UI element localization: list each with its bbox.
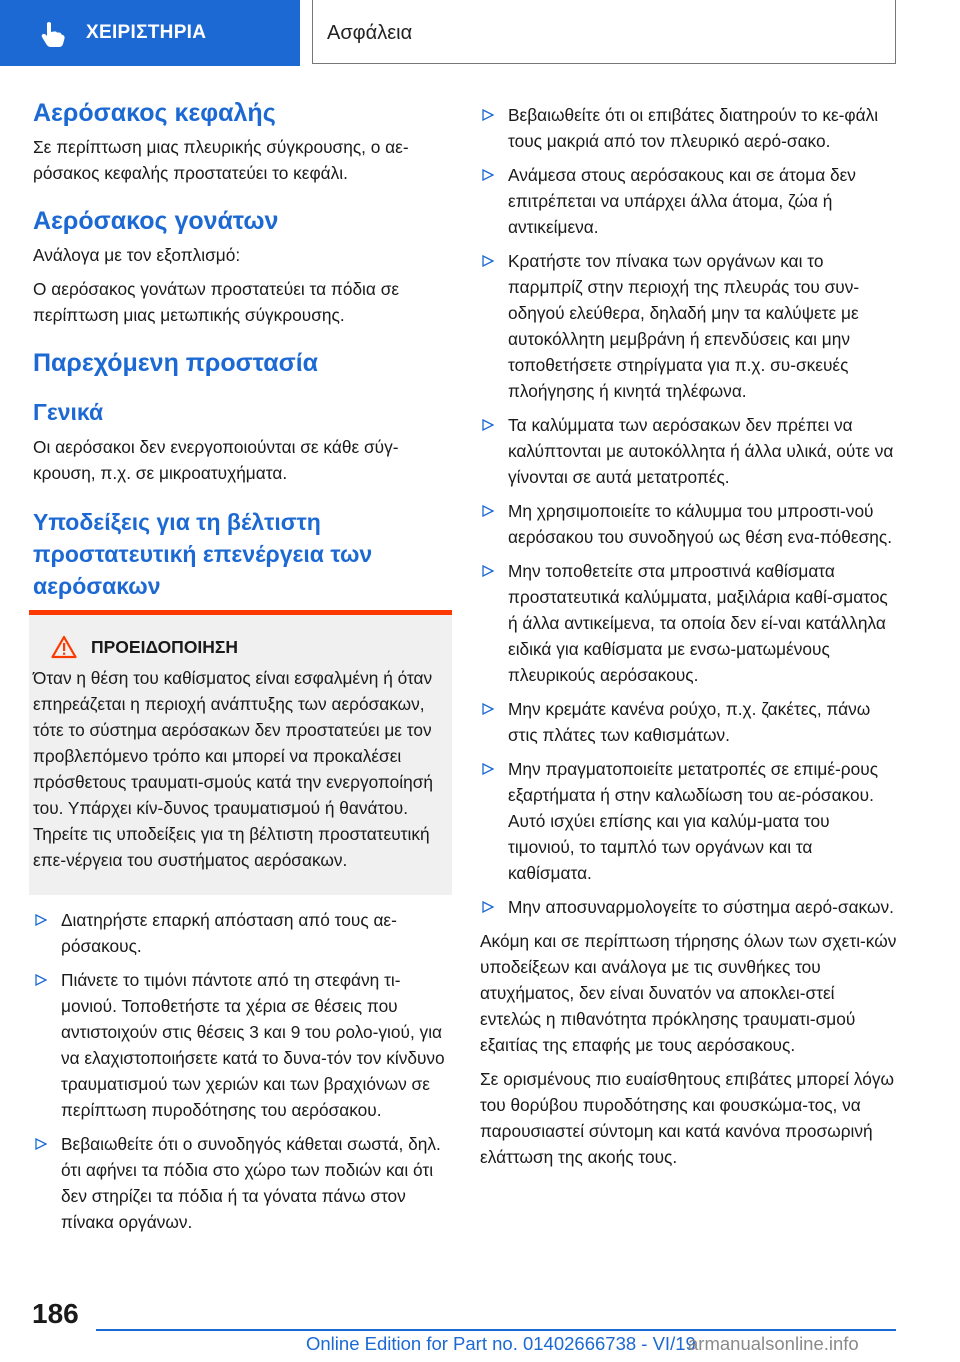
heading-tips: Υποδείξεις για τη βέλτιστη προστατευτική επενέργεια των αερόσακων (33, 509, 373, 599)
triangle-bullet-icon (482, 109, 494, 121)
triangle-bullet-icon (35, 974, 47, 986)
heading-general: Γενικά (33, 399, 104, 425)
list-item: Διατηρήστε επαρκή απόσταση από τους αε-ρόσακους. (33, 907, 448, 959)
paragraph-knee-1: Ανάλογα με τον εξοπλισμό: (33, 245, 241, 265)
triangle-bullet-icon (482, 419, 494, 431)
warning-header (29, 635, 452, 659)
section-header (0, 0, 300, 66)
triangle-bullet-icon (482, 169, 494, 181)
left-column (33, 98, 448, 1243)
footer-divider (96, 1329, 896, 1331)
list-item: Μην κρεμάτε κανένα ρούχο, π.χ. ζακέτες, πάνω στις πλάτες των καθισμάτων. (480, 696, 900, 748)
footer-edition: Online Edition for Part no. 01402666738 - VI/19 (306, 1333, 696, 1354)
triangle-bullet-icon (35, 914, 47, 926)
list-item: Μην πραγματοποιείτε μετατροπές σε επιμέ-ρους εξαρτήματα ή στην καλωδίωση του αε-ρόσακου. Αυτό ισχύει επίσης και για καλύμ-ματα του τιμονιού, το ταμπλό των οργάνων και τα καθίσματα. (480, 756, 900, 886)
paragraph-hearing: Σε ορισμένους πιο ευαίσθητους επιβάτες μπορεί λόγω του θορύβου πυροδότησης και φουσκώμα-τος, να παρουσιαστεί σύντομη και κατά κανόνα προσωρινή ελάττωση της ακοής τους. (480, 1069, 895, 1167)
triangle-bullet-icon (482, 763, 494, 775)
page-number: 186 (32, 1298, 79, 1329)
triangle-bullet-icon (35, 1138, 47, 1150)
right-bullet-list (480, 102, 900, 920)
list-item: Τα καλύμματα των αερόσακων δεν πρέπει να καλύπτονται με αυτοκόλλητα ή άλλα υλικά, ούτε να γίνονται σε αυτά μετατροπές. (480, 412, 900, 490)
paragraph-head-airbag: Σε περίπτωση μιας πλευρικής σύγκρουσης, ο αε-ρόσακος κεφαλής προστατεύει το κεφάλι. (33, 137, 409, 183)
footer-watermark: armanualsonline.info (688, 1333, 859, 1354)
triangle-bullet-icon (482, 703, 494, 715)
heading-knee-airbag: Αερόσακος γονάτων (33, 207, 279, 235)
list-item: Βεβαιωθείτε ότι οι επιβάτες διατηρούν το κε-φάλι τους μακριά από τον πλευρικό αερό-σακο. (480, 102, 900, 154)
list-item: Μην τοποθετείτε στα μπροστινά καθίσματα προστατευτικά καλύμματα, μαξιλάρια καθί-σματος ή άλλα αντικείμενα, τα οποία δεν εί-ναι κατάλληλα ειδικά για καθίσματα με ενσω-ματωμένους πλευρικούς αερόσακους. (480, 558, 900, 688)
paragraph-knee-2: Ο αερόσακος γονάτων προστατεύει τα πόδια σε περίπτωση μιας μετωπικής σύγκρουσης. (33, 279, 400, 325)
section-title: ΧΕΙΡΙΣΤΗΡΙΑ (86, 22, 207, 43)
list-item: Μη χρησιμοποιείτε το κάλυμμα του μπροστι-νού αερόσακου του συνοδηγού ως θέση ενα-πόθεσης. (480, 498, 900, 550)
list-item: Μην αποσυναρμολογείτε το σύστημα αερό-σακων. (480, 894, 900, 920)
triangle-bullet-icon (482, 255, 494, 267)
warning-text: Όταν η θέση του καθίσματος είναι εσφαλμένη ή όταν επηρεάζεται η περιοχή ανάπτυξης των αερόσακων, τότε το σύστημα αερόσακων δεν προστατεύει με τον προβλεπόμενο τρόπο και μπορεί να προκαλέσει πρόσθετους τραυματι-σμούς κατά την ενεργοποίησή του. Υπάρχει κίν-δυνος τραυματισμού ή θανάτου. Τηρείτε τις υποδείξεις για τη βέλτιστη προστατευτική επε-νέργεια του συστήματος αερόσακων. (33, 668, 433, 870)
triangle-bullet-icon (482, 901, 494, 913)
list-item: Πιάνετε το τιμόνι πάντοτε από τη στεφάνη τι-μονιού. Τοποθετήστε τα χέρια σε θέσεις που αντιστοιχούν στις θέσεις 3 και 9 του ρολο-γιού, για να ελαχιστοποιήσετε κατά το δυνα-τόν τον κίνδυνο τραυματισμού των χεριών και των βραχιόνων σε περίπτωση πυροδότησης του αερόσακου. (33, 967, 448, 1123)
right-column (480, 102, 900, 1178)
warning-box (29, 610, 452, 895)
left-bullet-list (33, 907, 448, 1235)
chapter-title: Ασφάλεια (327, 22, 413, 44)
triangle-bullet-icon (482, 565, 494, 577)
heading-head-airbag: Αερόσακος κεφαλής (33, 99, 276, 127)
warning-triangle-icon (51, 635, 77, 659)
hand-pointer-icon (38, 20, 66, 48)
list-item: Ανάμεσα στους αερόσακους και σε άτομα δεν επιτρέπεται να υπάρχει άλλα άτομα, ζώα ή αντικείμενα. (480, 162, 900, 240)
paragraph-general: Οι αερόσακοι δεν ενεργοποιούνται σε κάθε σύγ-κρουση, π.χ. σε μικροατυχήματα. (33, 437, 399, 483)
warning-label: ΠΡΟΕΙΔΟΠΟΙΗΣΗ (91, 636, 239, 657)
paragraph-residual-risk: Ακόμη και σε περίπτωση τήρησης όλων των σχετι-κών υποδείξεων και ανάλογα με τις συνθήκες του ατυχήματος, δεν είναι δυνατόν να αποκλει-στεί εντελώς η πιθανότητα πρόκλησης τραυματι-σμού εξαιτίας της επαφής με τους αερόσακους. (480, 931, 897, 1055)
list-item: Κρατήστε τον πίνακα των οργάνων και το παρμπρίζ στην περιοχή της πλευράς του συν-οδηγού ελεύθερα, δηλαδή μην τα καλύψετε με αυτοκόλλητη μεμβράνη ή επενδύσεις και μην τοποθετήσετε στηρίγματα για π.χ. συ-σκευές πλοήγησης ή κινητά τηλέφωνα. (480, 248, 900, 404)
chapter-header (312, 0, 896, 64)
heading-protection: Παρεχόμενη προστασία (33, 349, 319, 377)
list-item: Βεβαιωθείτε ότι ο συνοδηγός κάθεται σωστά, δηλ. ότι αφήνει τα πόδια στο χώρο των ποδιών και ότι δεν στηρίζει τα πόδια ή τα γόνατα πάνω στον πίνακα οργάνων. (33, 1131, 448, 1235)
triangle-bullet-icon (482, 505, 494, 517)
